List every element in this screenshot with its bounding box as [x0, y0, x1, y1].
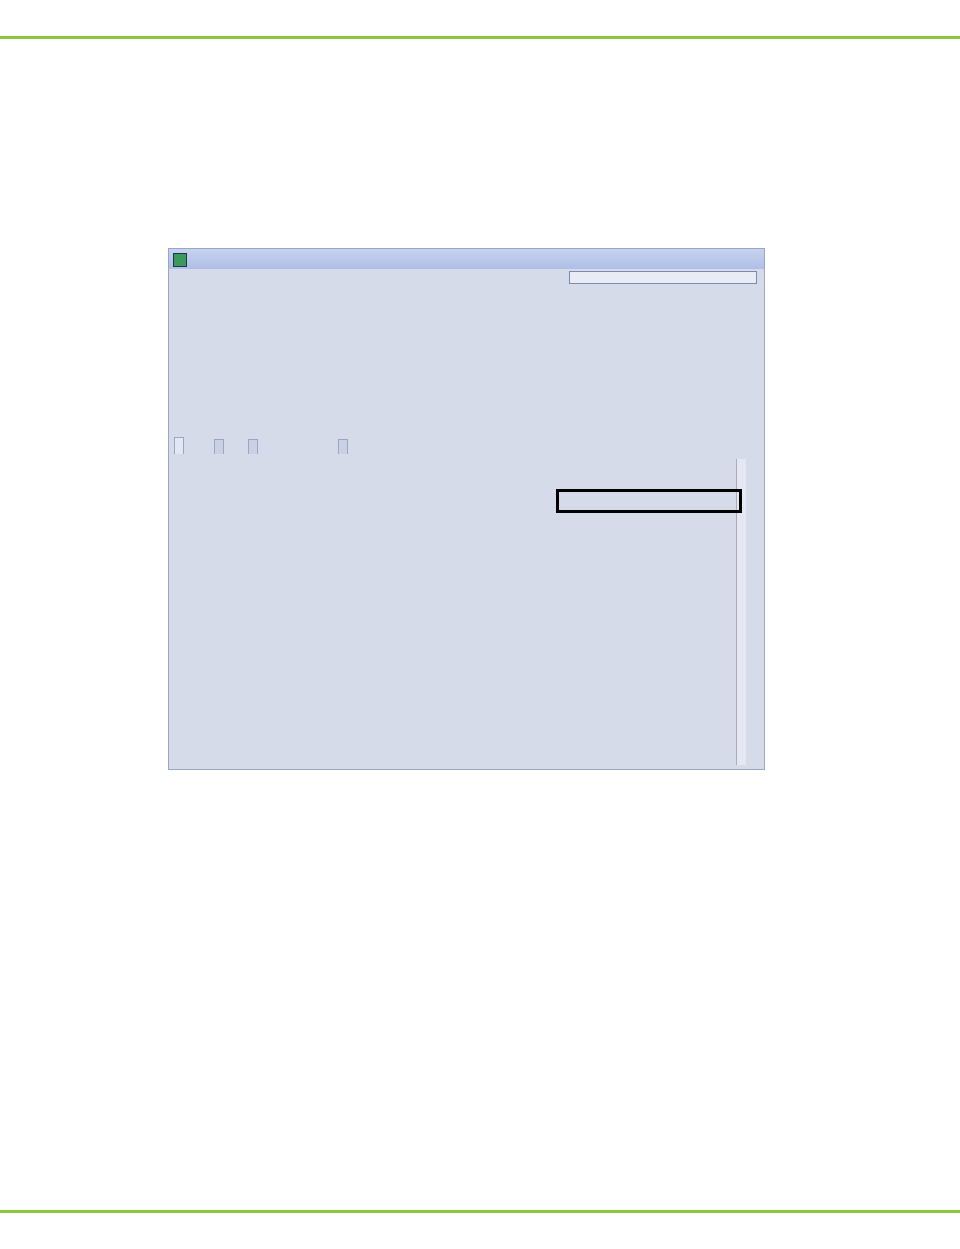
- document-parameters-window: [168, 248, 765, 770]
- window-titlebar: [169, 249, 764, 269]
- tab-issue[interactable]: [174, 437, 184, 454]
- tab-receipt[interactable]: [214, 439, 224, 454]
- app-icon: [173, 253, 187, 267]
- tab-accounting-issue[interactable]: [248, 439, 258, 454]
- top-rule: [0, 36, 960, 39]
- tab-accounting-receipt[interactable]: [338, 439, 348, 454]
- copy-linkage-button[interactable]: [569, 271, 757, 284]
- bottom-rule: [0, 1210, 960, 1213]
- highlight-receipt-field-box: [556, 489, 742, 513]
